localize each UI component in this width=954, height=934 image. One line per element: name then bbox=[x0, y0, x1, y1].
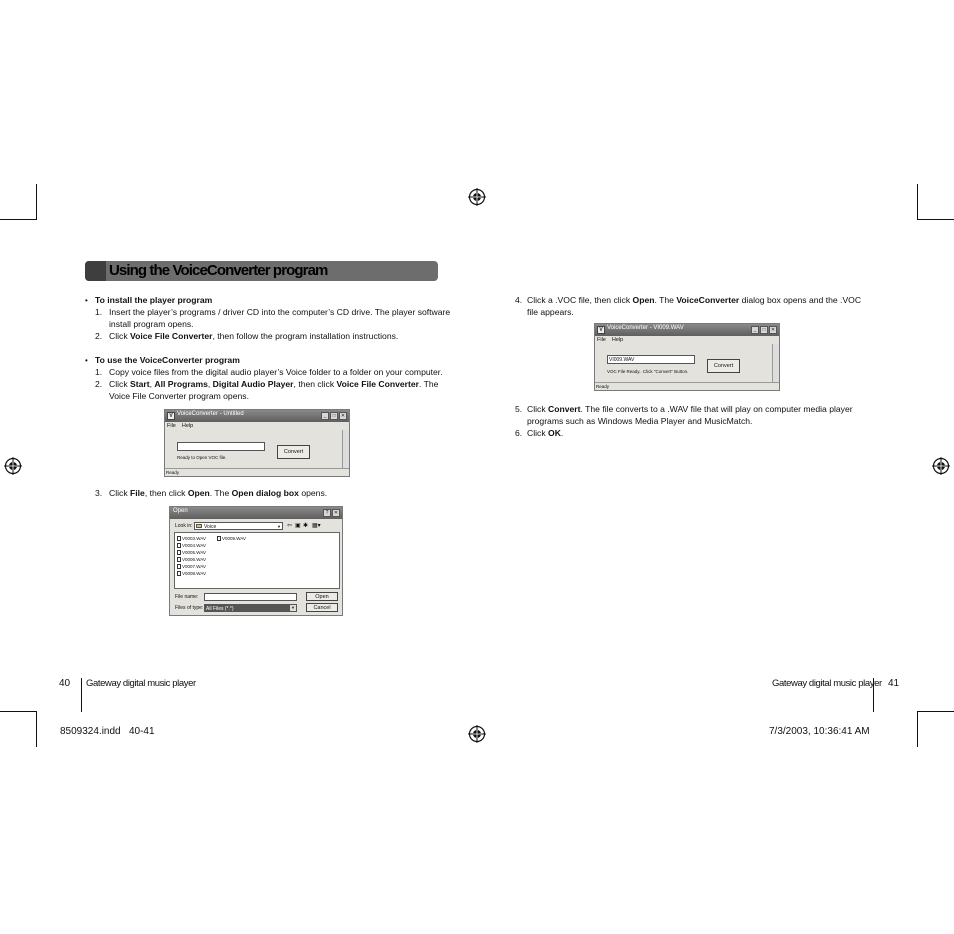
file-item[interactable]: V0003.WAV bbox=[177, 536, 206, 541]
convert-button[interactable]: Convert bbox=[277, 445, 310, 459]
step-number: 6. bbox=[515, 428, 523, 438]
use-step2-line2: Voice File Converter program opens. bbox=[109, 391, 249, 401]
page-divider bbox=[81, 678, 82, 712]
scrollbar[interactable] bbox=[342, 430, 349, 468]
file-icon bbox=[177, 536, 181, 541]
open-dialog bbox=[169, 506, 343, 616]
install-step1-line1: Insert the player’s programs / driver CD into the computer’s CD drive. The player software bbox=[109, 307, 451, 317]
window-caption: VoiceConverter - VI009.WAV bbox=[607, 325, 684, 331]
section-title: Using the VoiceConverter program bbox=[109, 262, 328, 279]
file-list[interactable] bbox=[174, 532, 340, 589]
install-heading: To install the player program bbox=[95, 295, 213, 305]
file-field[interactable] bbox=[177, 442, 265, 451]
file-name-label: File name: bbox=[175, 594, 199, 600]
step-number: 1. bbox=[95, 307, 103, 317]
footer-left-text: Gateway digital music player bbox=[86, 678, 196, 689]
registration-mark-icon bbox=[932, 457, 950, 475]
look-in-value: Voice bbox=[204, 524, 217, 530]
help-icon[interactable]: ? bbox=[323, 509, 331, 517]
minimize-icon[interactable]: _ bbox=[751, 326, 759, 334]
crop-mark bbox=[0, 219, 37, 220]
new-folder-icon[interactable]: ✱ bbox=[303, 523, 309, 529]
section-title-bar bbox=[85, 261, 438, 281]
voiceconverter-window-file bbox=[594, 323, 780, 391]
up-folder-icon[interactable]: ▣ bbox=[295, 523, 301, 529]
file-item[interactable]: V0009.WAV bbox=[217, 536, 246, 541]
file-icon bbox=[177, 557, 181, 562]
crop-mark bbox=[917, 184, 918, 220]
step-number: 3. bbox=[95, 488, 103, 498]
status-message: Ready to Open VOC file. bbox=[177, 455, 227, 460]
scrollbar[interactable] bbox=[772, 344, 779, 382]
menu-file[interactable]: File bbox=[597, 337, 606, 343]
use-heading: To use the VoiceConverter program bbox=[95, 355, 240, 365]
title-bar bbox=[170, 507, 342, 519]
page-number-left: 40 bbox=[59, 678, 71, 689]
menu-bar bbox=[597, 337, 629, 343]
title-bar bbox=[165, 410, 349, 422]
step-number: 4. bbox=[515, 295, 523, 305]
convert-button[interactable]: Convert bbox=[707, 359, 740, 373]
title-tab bbox=[85, 261, 106, 281]
status-bar: Ready bbox=[165, 468, 349, 476]
window-caption: VoiceConverter - Untitled bbox=[177, 411, 244, 417]
step-number: 2. bbox=[95, 331, 103, 341]
file-item[interactable]: V0006.WAV bbox=[177, 557, 206, 562]
file-name-input[interactable] bbox=[204, 593, 297, 601]
page-number-right: 41 bbox=[888, 678, 900, 689]
file-item[interactable]: V0008.WAV bbox=[177, 571, 206, 576]
file-info: 8509324.indd 40-41 bbox=[60, 726, 155, 737]
footer-right-text: Gateway digital music player bbox=[772, 678, 882, 689]
files-of-type-select[interactable] bbox=[204, 604, 297, 612]
window-caption: Open bbox=[173, 508, 188, 514]
bullet: • bbox=[85, 296, 88, 305]
app-icon: V bbox=[167, 412, 175, 420]
file-icon bbox=[177, 543, 181, 548]
file-item[interactable]: V0004.WAV bbox=[177, 543, 206, 548]
registration-mark-icon bbox=[468, 725, 486, 743]
minimize-icon[interactable]: _ bbox=[321, 412, 329, 420]
menu-file[interactable]: File bbox=[167, 423, 176, 429]
file-icon bbox=[177, 550, 181, 555]
registration-mark-icon bbox=[4, 457, 22, 475]
maximize-icon[interactable]: □ bbox=[760, 326, 768, 334]
crop-mark bbox=[36, 711, 37, 747]
app-icon: V bbox=[597, 326, 605, 334]
files-of-type-label: Files of type: bbox=[175, 605, 204, 611]
crop-mark bbox=[917, 711, 918, 747]
files-of-type-value: All Files (*.*) bbox=[206, 606, 234, 612]
crop-mark bbox=[917, 711, 954, 712]
step-number: 5. bbox=[515, 404, 523, 414]
voiceconverter-window-untitled bbox=[164, 409, 350, 477]
back-icon[interactable]: ⇦ bbox=[287, 523, 293, 529]
menu-bar bbox=[167, 423, 199, 429]
close-icon[interactable]: ✕ bbox=[340, 413, 346, 419]
use-step2-line1: Click Start, All Programs, Digital Audio Player, then click Voice File Converter. The bbox=[109, 379, 439, 389]
folder-icon bbox=[196, 524, 202, 528]
step4-line1: Click a .VOC file, then click Open. The VoiceConverter dialog box opens and the .VOC bbox=[527, 295, 862, 305]
look-in-select[interactable] bbox=[194, 522, 283, 530]
view-menu-icon[interactable]: ▦▾ bbox=[312, 523, 321, 529]
crop-mark bbox=[917, 219, 954, 220]
use-step1: Copy voice files from the digital audio player’s Voice folder to a folder on your computer. bbox=[109, 367, 443, 377]
step6: Click OK. bbox=[527, 428, 564, 438]
timestamp: 7/3/2003, 10:36:41 AM bbox=[769, 726, 870, 737]
chevron-down-icon: ▼ bbox=[291, 605, 295, 610]
bullet: • bbox=[85, 356, 88, 365]
file-item[interactable]: V0005.WAV bbox=[177, 550, 206, 555]
step-number: 1. bbox=[95, 367, 103, 377]
open-button[interactable]: Open bbox=[306, 592, 338, 601]
close-icon[interactable]: ✕ bbox=[770, 327, 776, 333]
crop-mark bbox=[0, 711, 37, 712]
cancel-button[interactable]: Cancel bbox=[306, 603, 338, 612]
step5-line2: programs such as Windows Media Player and MusicMatch. bbox=[527, 416, 753, 426]
step-number: 2. bbox=[95, 379, 103, 389]
file-icon bbox=[177, 564, 181, 569]
step4-line2: file appears. bbox=[527, 307, 574, 317]
menu-help[interactable]: Help bbox=[611, 337, 624, 343]
close-icon[interactable]: ✕ bbox=[333, 510, 339, 516]
menu-help[interactable]: Help bbox=[181, 423, 194, 429]
chevron-down-icon: ▼ bbox=[277, 524, 281, 529]
registration-mark-icon bbox=[468, 188, 486, 206]
maximize-icon[interactable]: □ bbox=[330, 412, 338, 420]
status-message: VOC File Ready.. Click "Convert" Button. bbox=[607, 369, 689, 374]
install-step1-line2: install program opens. bbox=[109, 319, 194, 329]
status-bar: Ready bbox=[595, 382, 779, 390]
install-step2: Click Voice File Converter, then follow the program installation instructions. bbox=[109, 331, 399, 341]
file-item[interactable]: V0007.WAV bbox=[177, 564, 206, 569]
use-step3: Click File, then click Open. The Open dialog box opens. bbox=[109, 488, 328, 498]
look-in-label: Look in: bbox=[175, 523, 193, 529]
title-bar bbox=[595, 324, 779, 336]
step5-line1: Click Convert. The file converts to a .WAV file that will play on computer media player bbox=[527, 404, 853, 414]
file-icon bbox=[217, 536, 221, 541]
file-icon bbox=[177, 571, 181, 576]
file-field[interactable]: VI009.WAV bbox=[607, 355, 695, 364]
crop-mark bbox=[36, 184, 37, 220]
